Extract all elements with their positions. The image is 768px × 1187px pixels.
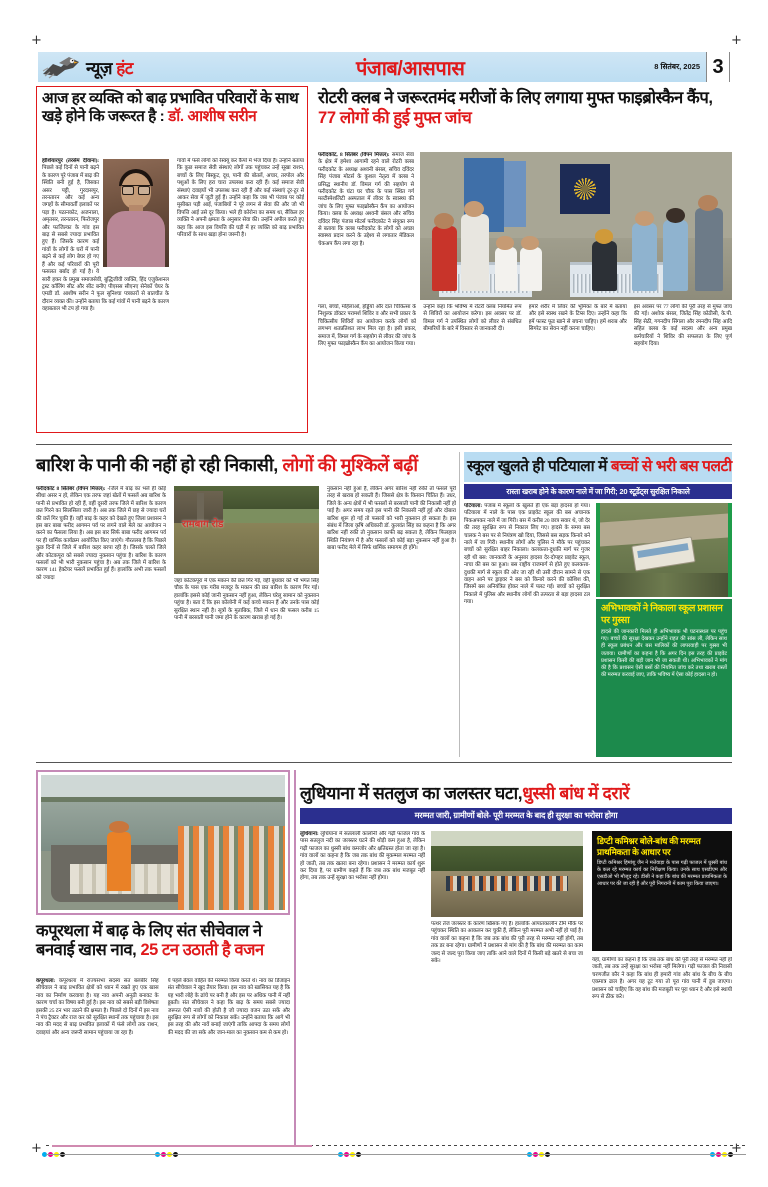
section-title: पंजाब/आसपास xyxy=(356,57,465,80)
portrait-photo xyxy=(103,159,169,267)
article-6-headline xyxy=(36,922,290,961)
article-6-headline-main: कपूरथला में बाढ़ के लिए संत सीचेवाल ने बनवाई खास नाव, xyxy=(36,922,262,960)
article-2-text-5: इस अवसर पर 77 लोगों की पूरी तरह से मुफ्त जांच की गई। अशोक बंसल, जितेंद्र सिंह कोठीसी, के.पी. सिंह सेठी, गगनदीप सिंगला और रमनदीप सिंह आदि सहित क्लब के कई सदस्य और अन्य प्रमुख कर्मचारियों ने शिविर की सफलता के लिए पूर्ण सहयोग दिया। xyxy=(633,304,732,348)
relief-boat-photo xyxy=(41,775,285,910)
article-5-box-title: डिप्टी कमिश्नर बोले-बांध की मरम्मत प्राथमिकता के आधार पर xyxy=(597,836,701,857)
article-2-text-2: गला, बच्चों, महिलाओं, हड्डियों और दांत चिकित्सा के निशुल्क डॉक्टर परामर्श शिविर व और सभी प्रकार के चिकित्सीय शिविरों का आयोजन करके लोगों को लगभग शतप्रतिशत लाभ मिल रहा है। इसी प्रकार, समाज में, विमल गर्ग के सहयोग से लीवर की जांच के लिए मुफ्त फाइब्रोस्कैन कैंप का आयोजन किया गया। xyxy=(318,304,417,348)
article-2-headline-accent: 77 लोगों की हुई मुफ्त जांच xyxy=(318,107,472,127)
color-strip xyxy=(52,1145,312,1147)
article-5-column-1 xyxy=(300,831,425,1143)
publication-date: 8 सितंबर, 2025 xyxy=(654,62,700,71)
article-4-text-2: कलकत्ता-दुधकी मार्ग पर गुजर रही थी बस: जानकारी के अनुसार हादसा देर-दोपहर प्राइवेट स्कूल, नाचा की बस का हुआ। बस राष्ट्रीय राजमार्ग से होते हुए कलकत्ता-दुधकी मार्ग से स्कूल की ओर जा रही थी उसी दौरान सामने से एक वाहन आने पर ड्राइवर ने बस को किनारे करने की कोशिश की, जिसमें बस अनियंत्रित होकर नाले में पलट गई। बच्चों को सुरक्षित निकाले में पुलिस और स्थानीय लोगों की तत्परता से बड़ा हादसा टल गया। xyxy=(464,547,590,606)
article-4-column-1 xyxy=(464,503,590,757)
article-3-column-2: जहां कोटकपूरा में एक मकान की छत गिर गई, वहीं बुधवार को भी भगत सिंह चौक के पास एक गरीब मजदूर के मकान की छत बारिश के कारण गिर गई। हालांकि इससे कोई जानी नुकसान नहीं हुआ, लेकिन घरेलू सामान को नुकसान पहुंचा है। बता दें कि इस कॉलोनी में कई कच्चे मकान हैं और उनके पास कोई सुरक्षित स्थान नहीं है। सूत्रों के मुताबिक, जिले में धान की फसल करीब 15 पानी में बरसाती पानी जमा होने के कारण खराब हो गई है। xyxy=(174,578,319,622)
article-5-column-2: पत्थर तेज जलस्तर के कारण खिसक गए हैं। हालांकि आपातकालीन टीमें मौके पर पहुंचकर स्थिति का आकलन कर चुकी हैं, लेकिन पूरी मरम्मत अभी नहीं हो पाई है। गांव वालों का कहना है कि जब तक बांध की पूरी तरह से मरम्मत नहीं होगी, तब तक डर बना रहेगा। ग्रामीणों ने प्रशासन से मांग की है कि बांध की मरम्मत का काम जल्द से जल्द पूरा किया जाए ताकि आने वाले दिनों में किसी बड़े खतरे से बचा जा सके। xyxy=(431,921,583,965)
article-3-headline-accent: लोगों की मुश्किलें बढ़ीं xyxy=(282,455,418,475)
article-6-headline-accent: 25 टन उठाती है वजन xyxy=(140,941,264,960)
article-3-headline-main: बारिश के पानी की नहीं हो रही निकासी, xyxy=(36,455,278,475)
article-2-text-4: हमारे शरीर में लिवर की भूमिका के बारे में बताया और इसे स्वस्थ रखने के टिप्स दिए। उन्होंने कहा कि हमें फास्ट फूड खाने से बचना चाहिए। हमें शराब और सिगरेट का सेवन नहीं करना चाहिए। xyxy=(528,304,627,333)
brand-text-1: न्यूज़ xyxy=(86,58,117,78)
article-2-dateline: फरीदकोट, 8 सितंबर (विपन मित्तल): xyxy=(318,152,390,158)
rotary-wheel-icon xyxy=(574,178,596,200)
article-6-dateline: कपूरथला: xyxy=(36,978,56,984)
article-1-headline-accent: डॉ. आशीष सरीन xyxy=(168,107,257,125)
article-5-column-3: यहां, ग्रामीणों का कहना है कि जब तक बांध की पूरी तरह से मरम्मत नहीं हो जाती, तब तक उन्हें सुरक्षा का भरोसा नहीं मिलेगा। गढ़ी फाजल की निवासी चरणजीत कौर ने कहा कि बांध ही हमारी गांव और बांध के बीच के बीच एकमात्र ढाल है। अगर यह टूट गया तो पूरा गांव पानी में डूब जाएगा। प्रशासन को चाहिए कि वह बांध की मजबूती पर पूरा ध्यान दे और इसे स्थायी रूप से ठीक करे। xyxy=(592,957,732,1001)
article-6-column-2: ये पहले बेवल वाहित की मरम्मत किया करते थे। नाव का डिजाइन संत सीचेवाल ने खुद तैयार किया। इस नाव को खासियत यह है कि यह भारी लोहे के ढांचे पर बनी है और इस पर अधिक पानी में नहीं डूबती। संत सीचेवाल ने कहा कि बाढ़ के समय सबसे ज्यादा जरूरत ऐसी नावों की होती है जो ज्यादा वजन उठा सकें और सुरक्षित रूप से लोगों को निकाल सकें। उन्होंने बताया कि आगे भी इस तरह की और नावें बनाई जाएंगी ताकि आपदा के समय लोगों की मदद की जा सके और जान-माल का नुकसान कम से कम हो। xyxy=(167,978,290,1036)
article-5-box-text: डिप्टी कमिश्नर हिमांशु जैन ने मत्तेवाड़ा के पास गढ़ी फाजल में धुस्सी बांध के कल रहे मरम्मत कार्य का निरीक्षण किया। उनके साथ एसडीएम और एसडीओ भी मौजूद रहे। डीसी ने कहा कि बांध की मरम्मत प्राथमिकता के आधार पर की जा रही है और पूरी निगरानी में काम पूरा किया जाएगा। xyxy=(597,860,727,888)
photo-caption-rambagh-road: रामबाग रोड xyxy=(182,519,224,530)
article-5-dateline: लुधियाना: xyxy=(300,831,319,837)
article-5-subheadline: मरम्मत जारी, ग्रामीणों बोले- पूरी मरम्मत के बाद ही सुरक्षा का भरोसा होगा xyxy=(300,808,732,824)
article-4-headline xyxy=(464,458,732,476)
hospital-camp-photo xyxy=(420,152,732,300)
article-1-column-1 xyxy=(42,158,169,314)
article-4-right-rail xyxy=(596,503,732,757)
registration-mark-top-right xyxy=(730,34,743,47)
article-3-dateline: फरीदकोट 8 सितंबर (विपन मित्तल): xyxy=(36,486,106,492)
article-4 xyxy=(464,452,732,757)
article-2-text-1: समाज सेवा के क्षेत्र में हमेशा आगामी रहने वाले रोटरी क्लब फरीदकोट के अध्यक्ष अश्वनी बंसल, सचिव दविंदर सिंह पंजाब मोटर्स के कुशल नेतृत्व में क्लब ने प्रसिद्ध स्थानीय डॉ. विमल गर्ग की सहयोग से फरीदकोट के घंटा घर चौक के पास स्थित गर्ग मल्टीस्पेशलिटी अस्पताल में लीवर के स्वास्थ्य की जांच के लिए मुफ्त फाइब्रोस्कैन कैंप का आयोजन किया। क्लब के अध्यक्ष अश्वनी बंसल और सचिव दविंदर सिंह पंजाब मोटर्स फरीदकोट ने संयुक्त रूप से बताया कि क्लब फरीदकोट के लोगों को अच्छा स्वास्थ्य प्रदान करने के उद्देश्य से लगातार मेडिकल चेकअप कैंप लगा रहा है। xyxy=(318,152,414,247)
section-divider-horizontal-2 xyxy=(36,444,732,445)
article-4-headline-main: स्कूल खुलते ही पटियाला में xyxy=(467,457,611,475)
article-4-dateline: पटियाला: xyxy=(464,503,483,509)
article-1-text-1: पिछले कई दिनों से पानी बढ़ने के कारण पूरे पंजाब में बाढ़ की स्थिति बनी हुई है, जिसका असर पट्टी, गुरदासपुर, तरनतारन और कई अन्य जगहों के सीमावर्ती इलाकों पर पड़ा है। पठानकोट, अजनाला, अमृतसर, तरनतारन, फिरोजपुर और फाजिल्का के गांव इस बाढ़ से सबसे ज्यादा प्रभावित हुए हैं। जिसके कारण कई गांवों के लोगों के घरों में पानी बढ़ने से कई लोग बेघर हो गए हैं और कई परिवारों की पूरी फसलत बर्बाद हो गई है। ये सारी हकर के प्रमुख समाजसेवी, बुद्धिजीवी व्यक्ति, हिंद एजुकेशनल ट्रस्ट कॉलिंग सीट और सीट बनीए पीएसस सीएनए सेनेकों चेयर के एमडी डॉ. आशीष सरीन ने फूल सुनिश्चा पत्रकारों से बातचीत के दौरान व्यक्त की। उन्होंने बताया कि कई गांवों में पानी बढ़ने के कारण वहाबताल भी टप हो गया है। xyxy=(42,165,169,313)
article-1-headline xyxy=(42,90,304,126)
article-3-column-3: नुकसान नहीं हुआ है, लेकिन अगर बारिश नहीं रुकी तो फसलें पूरी तरह से खराब हो सकती हैं। जिससे क्षेत्र के किसान चिंतित हैं। उधर, जिले के अन्य क्षेत्रों में भी फसलों से बरसाती पानी की निकासी नहीं हो पाई है। अगर समय रहते इस पानी की निकासी नहीं हुई और दोबारा बारिश शुरू हो गई तो फसलों को भारी नुकसान हो सकता है। इस संबंध में जिला कृषि अधिकारी डॉ. कुलवंत सिंह का कहना है कि अगर बारिश नहीं रुकी तो नुकसान काफी बढ़ सकता है, लेकिन फिलहाल स्थिति नियंत्रण में है और फसलों को कोई बड़ा नुकसान नहीं हुआ है। बाबा फरीद मेले में सिर्फ धार्मिक समागम ही होंगे। xyxy=(327,486,456,552)
article-5-headline xyxy=(300,783,732,804)
eagle-logo-icon xyxy=(41,54,83,80)
article-5-headline-accent: धुस्सी बांध में दरारें xyxy=(522,783,630,803)
article-5-headline-main: लुधियाना में सतलुज का जलस्तर घटा, xyxy=(300,783,523,803)
column-divider-1 xyxy=(459,452,460,757)
article-4-highlight-box xyxy=(596,599,732,757)
article-3-text-1: -जिले में बाढ़ का भले ही कोई सीधा असर न हो, लेकिन एक तरफ जहां खेतों में फसलें अब बारिश के पानी से प्रभावित हो रही हैं, वहीं दूसरी तरफ जिले में बारिश के कारण छत गिरने का सिलसिला जारी है। अब तक जिले में छह से ज्यादा घरों की छतें गिर चुकी हैं। वहीं बाढ़ के कहर को देखते हुए जिला प्रशासन ने इस बार बाबा फरीद आगमन पर्व पर लगने वाले मेले का आयोजन न करने का फैसला लिया है। अब इस बार सिर्फ बाबा फरीद आगमन पर्व पर ही धार्मिक कार्यक्रम आयोजित किए जाएंगे। गौरतलब है कि पिछले कुछ दिनों से जिले में बारिश कहर बरपा रही है। जिसके चलते जिले और कोटकपूरा को सबसे ज्यादा नुकसान पहुंचा है। बारिश के कारण फसलों को भी भारी नुकसान पहुंचा है। अब तक जिले में बारिश के कारण 141 हेक्टेयर फसलें प्रभावित हुई हैं। हालांकि अभी तक फसलों को ज्यादा xyxy=(36,486,166,581)
article-5-body xyxy=(300,831,732,1143)
article-3-body xyxy=(36,486,456,756)
brand-text-2: हंट xyxy=(116,58,133,78)
article-6 xyxy=(36,770,290,1145)
page-number: 3 xyxy=(706,52,730,82)
article-1-column-2: गांवों में फंसे लोगों को रेस्क्यू कर कैंपों में भेज दिया है। उन्होंने बताया कि कुछ समाज सेवी संस्थाएं लोगों तक पहुंचकर उन्हें सूखा राशन, बच्चों के लिए बिस्कुट, दूध, पानी की बोतलें, अचार, तरपोल और पशुओं के लिए हरा चारा उपलब्ध करा रही हैं। कई समाज सेवी संस्थाएं दवाइयों भी उपलब्ध करा रही हैं और कई संस्थाएं टूर-टूर से आकर सेवा में जुटी हुई हैं। उन्होंने कहा कि जब भी पंजाब पर कोई मुसीबत पड़ी आई, पंजाबियों ने पूरे लगन से सेवा की और जो भी विपत्ति आई उसे दूर किया। भले ही कोरोना का समय था, सैकिल हर व्यक्ति ने अपनी क्षमता के अनुसार सेवा की। उन्होंने अपील करते हुए कहा कि आज इस विपत्ति की घड़ी में हर व्यक्ति को बाढ़ प्रभावित परिवारों के साथ खड़ा होना जरूरी है। xyxy=(177,158,304,239)
article-5 xyxy=(300,783,732,1143)
article-2-column-1 xyxy=(318,152,414,312)
article-5-highlight-box xyxy=(592,831,732,951)
article-4-box-text: हादसे की जानकारी मिलते ही अभिभावक भी घटनास्थल पर पहुंच गए। बच्चों की सुरक्षा देखकर उन्होंने राहत की सांस ली, लेकिन साथ ही स्कूल प्रबंधन और बस मालिकों की लापरवाही पर गुस्सा भी जताया। ग्रामीणों का कहना है कि अगर दिन इस तरह की प्राइवेट प्रशासन किसी की बड़ी जान भी जा सकती थी। अभिभावकों ने मांग की है कि प्रशासन ऐसी बसों की नियमित जांच करे तथा खराब रास्तों की मरम्मत करवाई जाए, ताकि भविष्य में ऐसा कोई हादसा न हो। xyxy=(601,629,727,679)
article-5-text-1: लुधियाना में सतलाली कालोनी और गढ़ी फाजल गांव के पास सतलुज नदी का जलस्तर घटने की थोड़ी कम हुआ है, लेकिन गढ़ी फाजल का धुस्सी बांध कमजोर और क्षतिग्रस्त होता जा रहा है। गांव वालों का कहना है कि जब तक बांध की मुकम्मल मरम्मत नहीं हो जाती, तब तक खतरा बना रहेगा। प्रशासन ने मरम्मत कार्य शुरू कर दिया है, पर ग्रामीण कहते हैं कि जब तक बांध मजबूत नहीं होगा, तब तक उन्हें सुरक्षा का भरोसा नहीं होगा। xyxy=(300,831,425,882)
article-1-headline-main: आज हर व्यक्ति को बाढ़ प्रभावित परिवारों के साथ खड़े होने कि जरूरत है : xyxy=(42,90,299,125)
article-1-dateline: होशियारपुर (तरसेम दीवाना): xyxy=(42,158,99,164)
overturned-bus-photo xyxy=(596,503,732,597)
article-2-headline xyxy=(318,88,732,127)
article-1-body xyxy=(42,158,304,428)
section-divider-vertical xyxy=(294,770,296,1145)
article-2-lower-columns xyxy=(318,304,732,434)
article-2-headline-main: रोटरी क्लब ने जरूरतमंद मरीजों के लिए लगाया मुफ्त फाइब्रोस्कैन कैंप, xyxy=(318,88,713,107)
article-4-text-1: पंजाब में स्कूलों के खुलते ही एक बड़ा हादसा हो गया। पटियाला में नाले के पास एक प्राइवेट स्कूल की बस अचानक पिकअपकर नाले में जा गिरी। बस में करीब 20 छात्र सवार थे, जो देर की तरह सुरक्षित रूप से निकाल लिए गए। हादसे के समय बस चालक ने बस पर से नियंत्रण खो दिया, जिससे बस सड़क किनारे बने नाले में जा गिरी। स्थानीय लोगों और पुलिस ने मौके पर पहुंचकर बच्चों को सुरक्षित बाहर निकाला। xyxy=(464,503,590,554)
article-4-headline-accent: बच्चों से भरी बस पलटी xyxy=(610,457,732,475)
article-3-column-1 xyxy=(36,486,166,756)
article-6-text-1: कपूरथला में राज्यसभा सदस्य संत बलबीर सिंह सीचेवाल ने बाढ़ प्रभावित क्षेत्रों को ध्यान में रखते हुए एक खास नाव का निर्माण करवाया है। यह नाव अपनी अनूठी बनावट के कारण चर्चा का विषय बनी हुई है। इस नाव को सबसे बड़ी विशेषता इसकी 25 टन भार उठाने की क्षमता है। पिछले दो दिनों में इस नाव ने पंच ट्रैक्टर और राज कर को सुरक्षित स्थानों तक पहुंचाया है। इस नाव की मदद से बाढ़ प्रभावित इलाकों में फंसे लोगों तक राशन, दवाइयां और अन्य जरूरी सामान पहुंचाया जा रहा है। xyxy=(36,978,159,1036)
article-2-text-3: उन्होंने कहा कि भविष्य में रोटरी क्लब नियमित रूप से शिविरों का आयोजन करेगा। इस अवसर पर डॉ. विमल गर्ग ने उपस्थित लोगों को लीवर से संबंधित बीमारियों के बारे में विस्तार से जानकारी दी। xyxy=(423,304,522,333)
article-6-column-1 xyxy=(36,978,159,1037)
article-3-headline xyxy=(36,455,456,476)
article-6-photo-frame xyxy=(36,770,290,915)
masthead-brand-area[interactable] xyxy=(38,52,250,82)
masthead-center xyxy=(250,52,706,82)
article-4-box-title: अभिभावकों ने निकाला स्कूल प्रशासन पर गुस्सा xyxy=(601,603,723,626)
section-divider-horizontal xyxy=(36,762,732,763)
baseline-rule xyxy=(46,1154,746,1155)
article-6-body xyxy=(36,978,290,1145)
registration-mark-top-left xyxy=(30,34,43,47)
flooded-road-photo xyxy=(174,486,319,574)
masthead xyxy=(38,52,730,82)
masthead-brand-name xyxy=(86,56,133,79)
article-4-subheadline: रास्ता खराब होने के कारण नाले में जा गिरी; 20 स्टूडेंट्स सुरक्षित निकाले xyxy=(464,484,732,499)
dam-repair-photo xyxy=(431,831,583,917)
article-2-body xyxy=(318,152,732,434)
article-4-headline-band xyxy=(464,452,732,482)
